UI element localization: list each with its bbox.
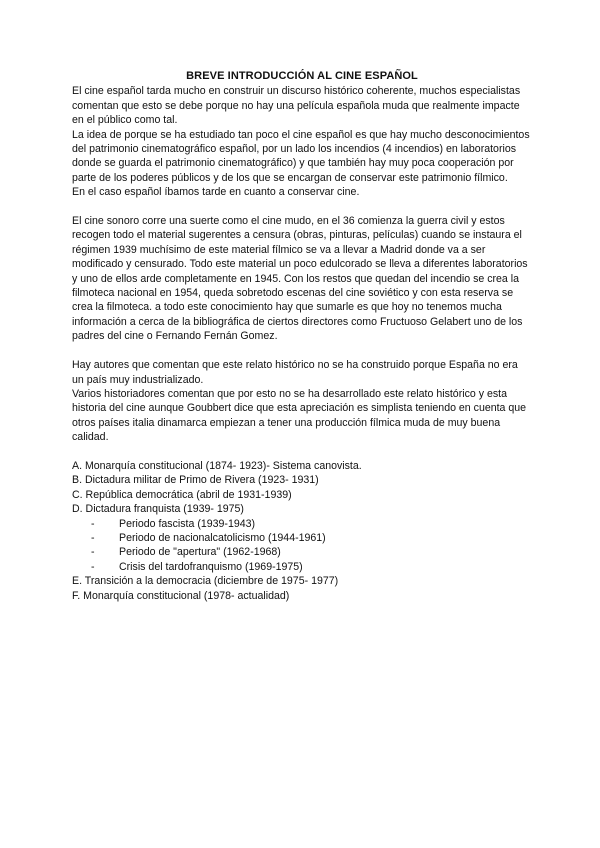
paragraph-historiadores: Varios historiadores comentan que por esto no se ha desarrollado este relato histórico y esta historia del cine aunque Goubbert dice que esta apreciación es simplista teniendo en cuenta que otros países italia dinamarca empiezan a tener una producción fílmica muda de muy buena calidad. bbox=[72, 387, 527, 444]
spacer bbox=[72, 445, 532, 459]
paragraph-conservar: En el caso español íbamos tarde en cuanto a conservar cine. bbox=[72, 186, 360, 199]
period-item: B. Dictadura militar de Primo de Rivera (1923- 1931) bbox=[72, 474, 319, 487]
subperiod-item bbox=[72, 545, 532, 559]
subperiod-item bbox=[72, 517, 532, 531]
subperiods-list bbox=[72, 517, 532, 575]
paragraph-cine-sonoro: El cine sonoro corre una suerte como el cine mudo, en el 36 comienza la guerra civil y estos recogen todo el material sugerentes a censura (obras, pinturas, películas) cuando se instaura el régimen 1939 muchísimo de este material fílmico se va a llevar a Madrid donde va a ser modificado y censurado. Todo este material un poco edulcorado se lleva a diferentes laboratorios y uno de ellos arde completamente en 1945. Con los restos que quedan del incendio se crea la filmoteca nacional en 1954, queda sobretodo escenas del cine soviético y con esta reserva se crea la filmoteca. a todo este conocimiento hay que sumarle es que hoy no tenemos mucha información a cerca de la bibliográfica de ciertos directores como Fructuoso Gelabert uno de los padres del cine o Fernando Fernán Gomez. bbox=[72, 215, 528, 343]
period-item: F. Monarquía constitucional (1978- actualidad) bbox=[72, 589, 290, 602]
document-page bbox=[72, 69, 532, 603]
dash-bullet: - bbox=[91, 531, 95, 544]
paragraph-intro: El cine español tarda mucho en construir un discurso histórico coherente, muchos especialistas comentan que esto se debe porque no hay una película española muda que realmente impacte en el público como tal. bbox=[72, 85, 521, 127]
dash-bullet: - bbox=[91, 546, 95, 559]
subperiod-label: Periodo de "apertura" (1962-1968) bbox=[119, 546, 281, 559]
period-item-franquismo bbox=[72, 502, 532, 574]
document-title: BREVE INTRODUCCIÓN AL CINE ESPAÑOL bbox=[186, 70, 418, 82]
dash-bullet: - bbox=[91, 517, 95, 530]
period-item: A. Monarquía constitucional (1874- 1923)- Sistema canovista. bbox=[72, 459, 362, 472]
subperiod-label: Crisis del tardofranquismo (1969-1975) bbox=[119, 560, 303, 573]
period-item: E. Transición a la democracia (diciembre de 1975- 1977) bbox=[72, 575, 339, 588]
spacer bbox=[72, 344, 532, 358]
periods-list bbox=[72, 459, 532, 603]
dash-bullet: - bbox=[91, 560, 95, 573]
paragraph-patrimonio: La idea de porque se ha estudiado tan poco el cine español es que hay mucho desconocimientos del patrimonio cinematográfico español, por un lado los incendios (4 incendios) en laboratorios donde se guarda el patrimonio cinematográfico) y que también hay muy poca cooperación por parte de los poderes públicos y de los que se encargan de conservar este patrimonio fílmico. bbox=[72, 128, 530, 184]
period-item: C. República democrática (abril de 1931-1939) bbox=[72, 488, 292, 501]
period-label: D. Dictadura franquista (1939- 1975) bbox=[72, 503, 244, 516]
subperiod-item bbox=[72, 531, 532, 545]
paragraph-industrializado: Hay autores que comentan que este relato histórico no se ha construido porque España no era un país muy industrializado. bbox=[72, 359, 518, 386]
subperiod-item bbox=[72, 560, 532, 574]
subperiod-label: Periodo fascista (1939-1943) bbox=[119, 517, 256, 530]
spacer bbox=[72, 200, 532, 214]
subperiod-label: Periodo de nacionalcatolicismo (1944-1961) bbox=[119, 531, 326, 544]
